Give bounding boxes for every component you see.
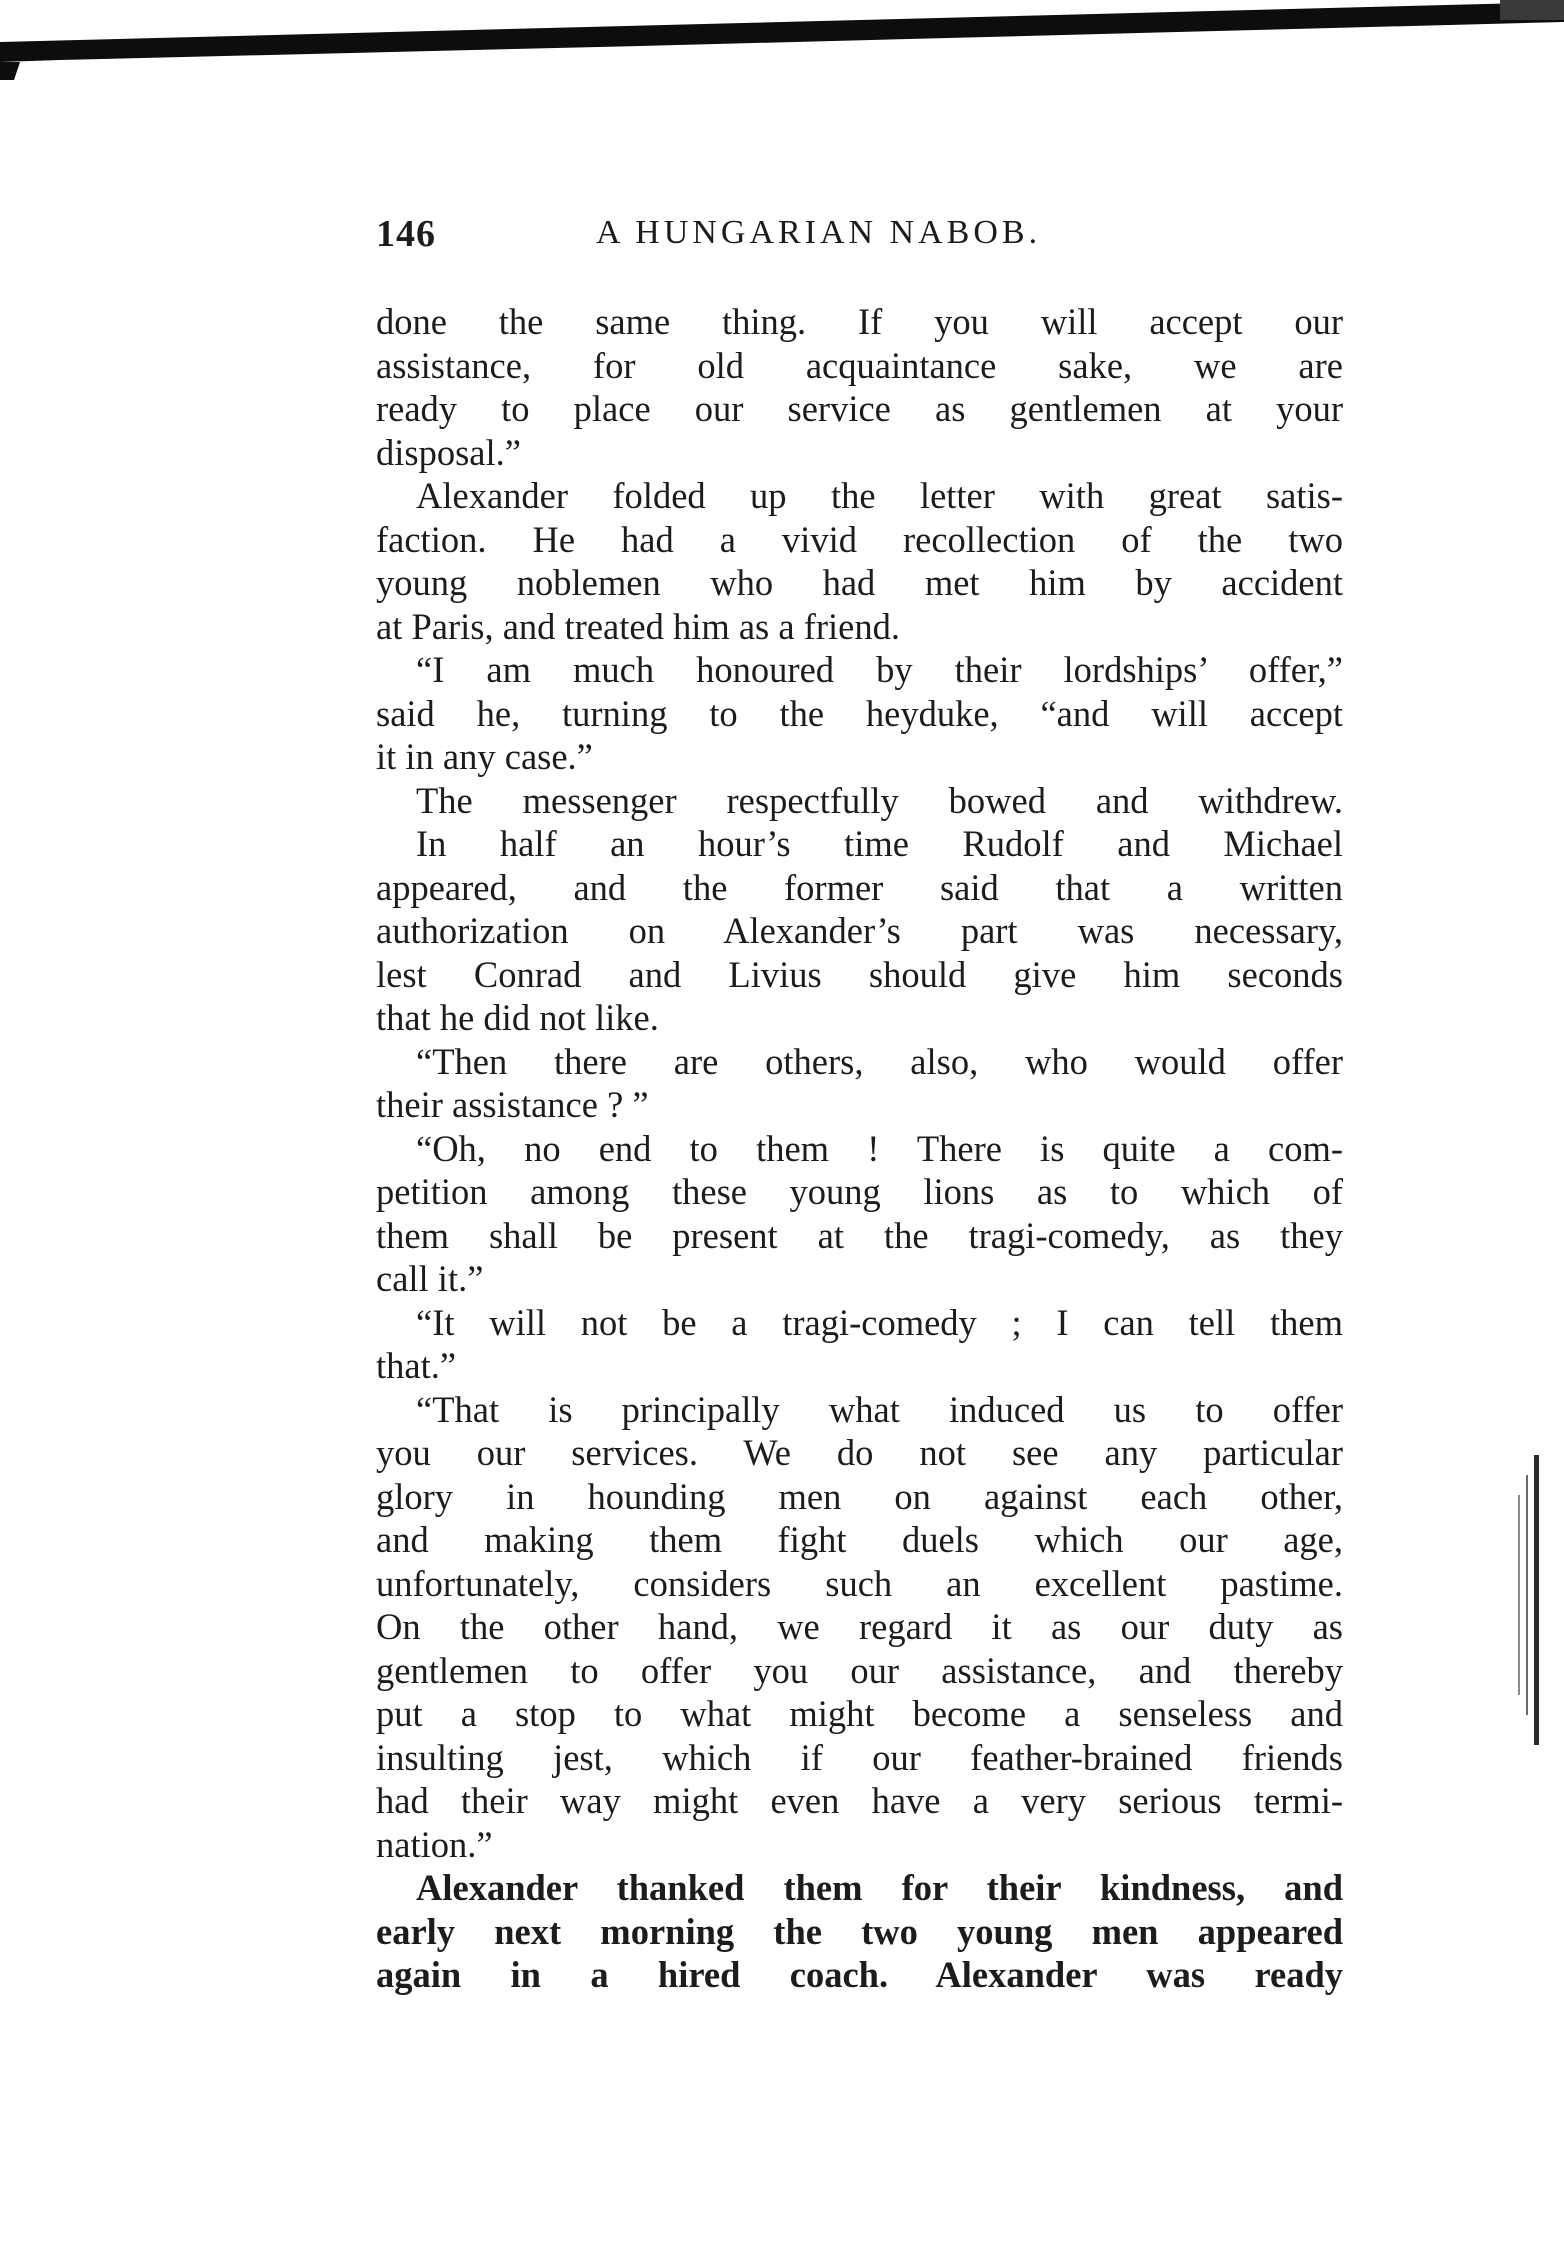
- text-line: “I am much honoured by their lordships’ offer,”: [416, 649, 1343, 690]
- running-title: A HUNGARIAN NABOB.: [596, 214, 1042, 251]
- text-line: call it.”: [376, 1258, 484, 1299]
- text-line: authorization on Alexander’s part was necessary,: [376, 910, 1343, 951]
- text-line: them shall be present at the tragi-comedy, as they: [376, 1214, 1343, 1256]
- text-line: On the other hand, we regard it as our duty as: [376, 1606, 1343, 1647]
- text-line: The messenger respectfully bowed and withdrew.: [416, 779, 1343, 821]
- text-line: Alexander folded up the letter with great satis-: [416, 475, 1343, 516]
- text-line: again in a hired coach. Alexander was ready: [376, 1954, 1343, 1995]
- text-line: gentlemen to offer you our assistance, and thereby: [376, 1649, 1343, 1691]
- text-line: appeared, and the former said that a written: [376, 866, 1343, 908]
- text-line: it in any case.”: [376, 736, 593, 777]
- text-line: “Oh, no end to them ! There is quite a com-: [416, 1127, 1343, 1169]
- text-line: had their way might even have a very serious termi-: [376, 1780, 1343, 1821]
- text-line: that.”: [376, 1345, 457, 1386]
- text-line: In half an hour’s time Rudolf and Michael: [416, 823, 1343, 864]
- body-text: [376, 300, 1343, 1997]
- text-line: Alexander thanked them for their kindness, and: [416, 1867, 1343, 1908]
- text-line: that he did not like.: [376, 997, 659, 1038]
- text-line: unfortunately, considers such an excellent pastime.: [376, 1562, 1343, 1604]
- text-line: their assistance ? ”: [376, 1084, 649, 1125]
- page-edge-mark: [1508, 1455, 1548, 1745]
- text-line: young noblemen who had met him by accident: [376, 562, 1343, 603]
- text-line: early next morning the two young men appeared: [376, 1910, 1343, 1952]
- text-line: done the same thing. If you will accept our: [376, 301, 1343, 342]
- text-line: petition among these young lions as to which of: [376, 1171, 1343, 1212]
- text-line: “Then there are others, also, who would offer: [416, 1040, 1343, 1082]
- text-line: said he, turning to the heyduke, “and will accept: [376, 692, 1343, 734]
- text-line: nation.”: [376, 1823, 493, 1865]
- text-line: ready to place our service as gentlemen at your: [376, 388, 1343, 429]
- scan-border: [0, 0, 1564, 80]
- text-line: you our services. We do not see any particular: [376, 1432, 1343, 1473]
- text-line: at Paris, and treated him as a friend.: [376, 605, 900, 647]
- text-line: disposal.”: [376, 431, 521, 473]
- running-head: [376, 212, 1356, 268]
- page-number: 146: [376, 213, 436, 255]
- text-line: “It will not be a tragi-comedy ; I can tell them: [416, 1301, 1343, 1343]
- text-line: assistance, for old acquaintance sake, we are: [376, 344, 1343, 386]
- text-line: glory in hounding men on against each other,: [376, 1475, 1343, 1517]
- text-line: insulting jest, which if our feather-brained friends: [376, 1736, 1343, 1778]
- text-line: faction. He had a vivid recollection of the two: [376, 518, 1343, 560]
- text-line: put a stop to what might become a senseless and: [376, 1693, 1343, 1734]
- text-line: “That is principally what induced us to offer: [416, 1388, 1343, 1430]
- text-line: and making them fight duels which our age,: [376, 1519, 1343, 1560]
- text-line: lest Conrad and Livius should give him seconds: [376, 953, 1343, 995]
